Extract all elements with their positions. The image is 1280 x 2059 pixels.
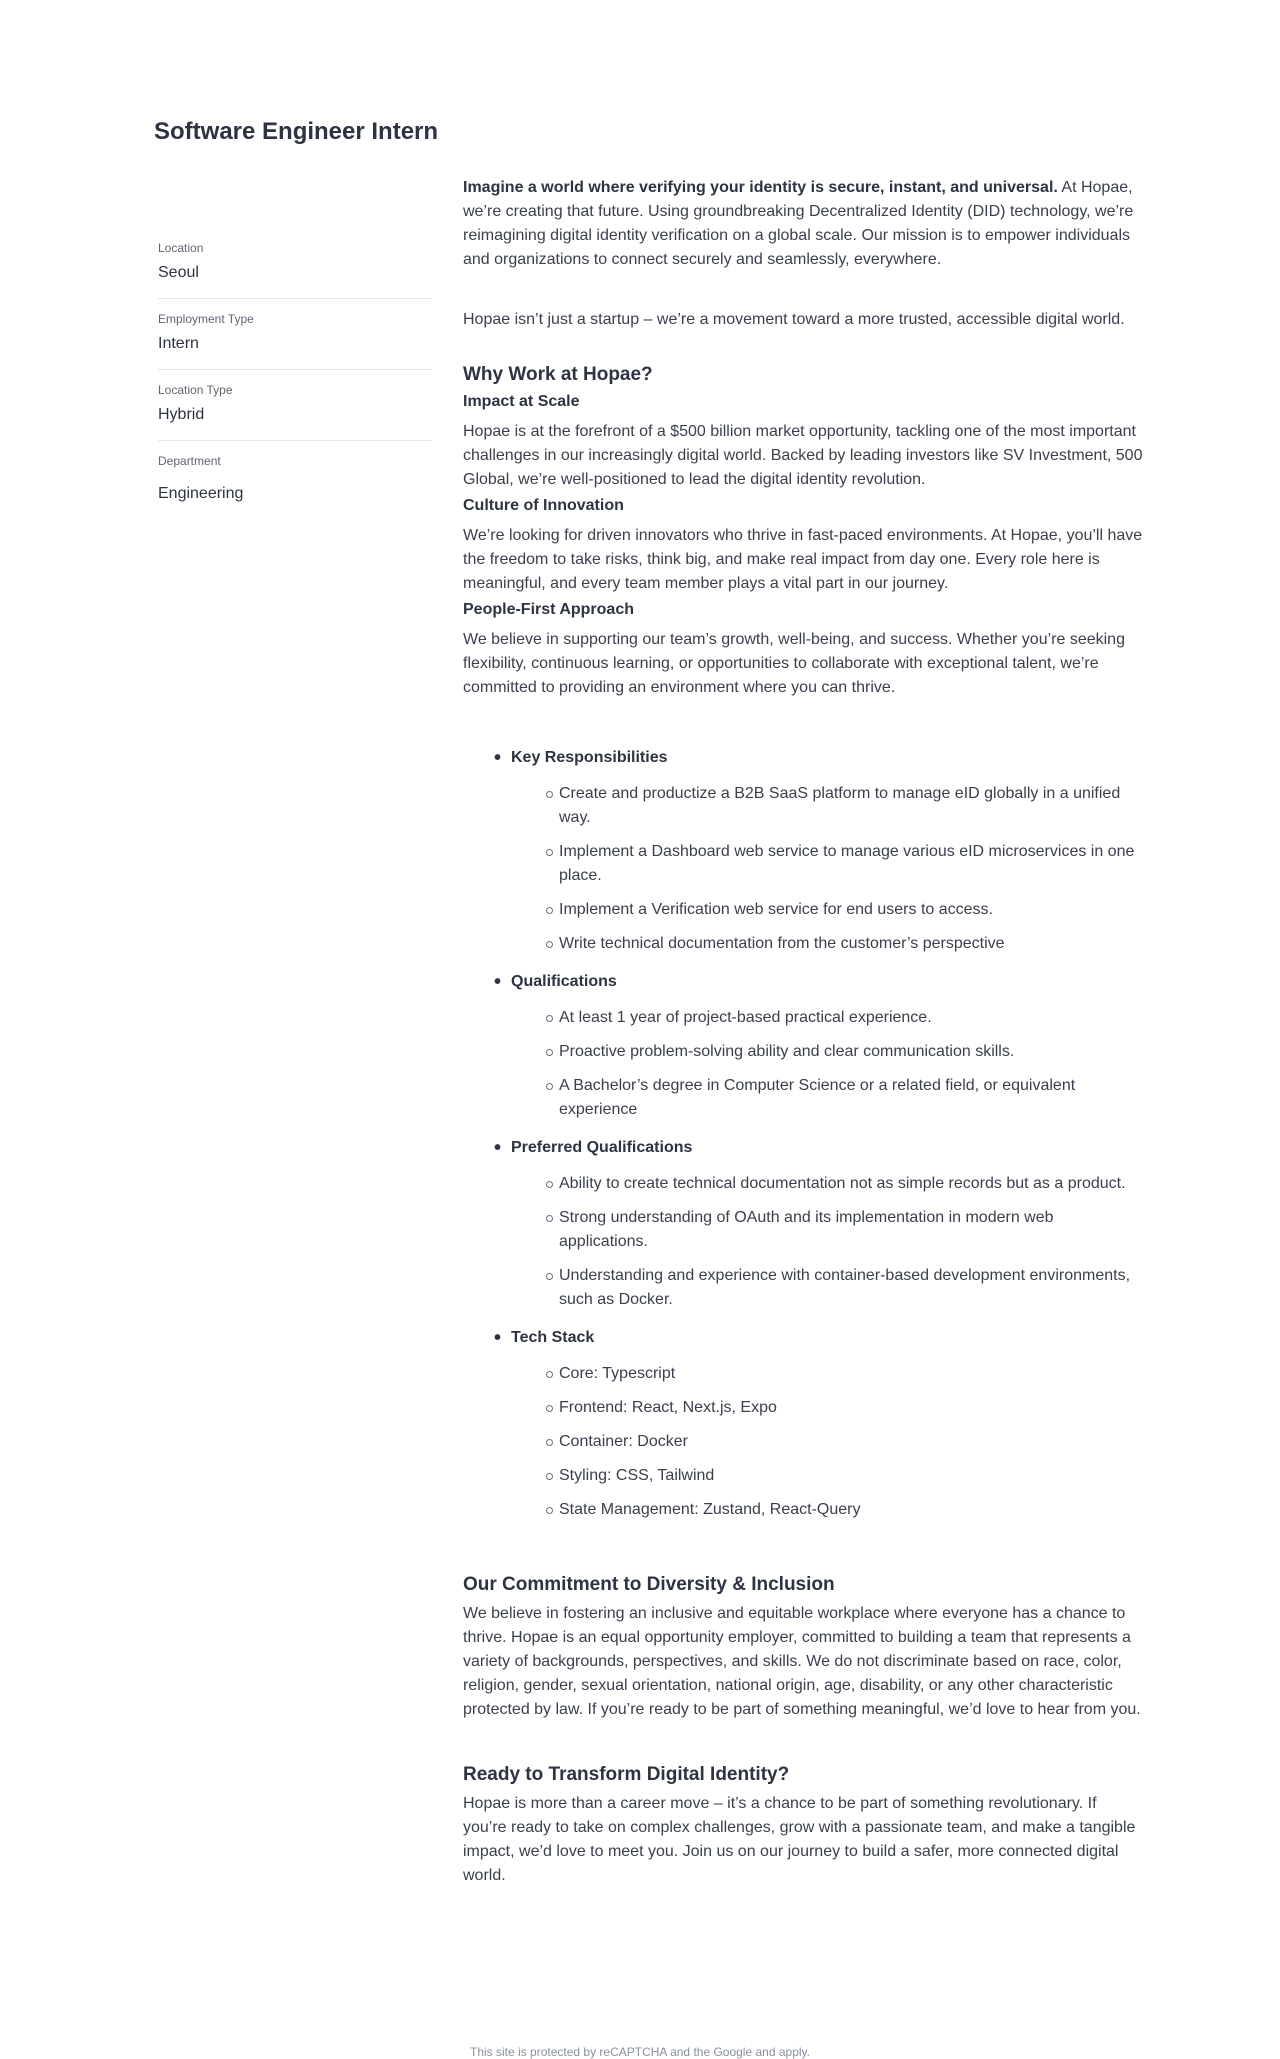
why-heading: Why Work at Hopae? [463, 364, 653, 385]
list-item: At least 1 year of project-based practical experience. [559, 1006, 1143, 1030]
ready-heading: Ready to Transform Digital Identity? [463, 1764, 790, 1785]
meta-value: Intern [158, 335, 199, 352]
section-qualifications [511, 970, 1143, 1122]
diversity-heading: Our Commitment to Diversity & Inclusion [463, 1574, 835, 1595]
section-title: • Preferred Qualifications [511, 1136, 1143, 1160]
section-title: • Qualifications [511, 970, 1143, 994]
why-block-text: Hopae is at the forefront of a $500 billion market opportunity, tackling one of the most important challenges in our increasingly digital world. Backed by leading investors like SV Investment, 500 Global, we’re well-positioned to lead the digital identity revolution. [463, 423, 1143, 488]
list-item: Implement a Dashboard web service to manage various eID microservices in one place. [559, 840, 1143, 888]
job-meta-sidebar [158, 228, 432, 519]
sub-list [511, 1006, 1143, 1122]
spacer [463, 1722, 1143, 1762]
section-key-responsibilities [511, 746, 1143, 956]
job-description [463, 176, 1143, 1888]
spacer [463, 1536, 1143, 1572]
why-block-text: We’re looking for driven innovators who thrive in fast-paced environments. At Hopae, you’ll have the freedom to take risks, think big, and make real impact from day one. Every role here is meaningful, and every team member plays a vital part in our journey. [463, 527, 1143, 592]
recaptcha-notice: This site is protected by reCAPTCHA and the Google and apply. [470, 2045, 810, 2059]
spacer [463, 332, 1143, 362]
meta-value: Hybrid [158, 406, 205, 423]
meta-employment-type [158, 299, 432, 370]
list-item: Proactive problem-solving ability and clear communication skills. [559, 1040, 1143, 1064]
list-item: State Management: Zustand, React-Query [559, 1498, 1143, 1522]
list-item: Frontend: React, Next.js, Expo [559, 1396, 1143, 1420]
why-block-text: We believe in supporting our team’s growth, well-being, and success. Whether you’re seeking flexibility, continuous learning, or opportunities to collaborate with exceptional talent, we’re committed to providing an environment where you can thrive. [463, 631, 1125, 696]
list-item: Write technical documentation from the customer’s perspective [559, 932, 1143, 956]
meta-value: Engineering [158, 485, 244, 502]
meta-label: Location [158, 241, 204, 255]
why-block-title: Culture of Innovation [463, 497, 624, 514]
meta-label: Employment Type [158, 312, 254, 326]
meta-location [158, 228, 432, 299]
diversity-text: We believe in fostering an inclusive and equitable workplace where everyone has a chance to thrive. Hopae is an equal opportunity employer, committed to building a team that represents a variety of backgrounds, perspectives, and skills. We do not discriminate based on race, color, religion, gender, sexual orientation, national origin, age, disability, or any other characteristic protected by law. If you’re ready to be part of something meaningful, we’d love to hear from you. [463, 1605, 1141, 1718]
section-preferred-qualifications [511, 1136, 1143, 1312]
meta-label: Department [158, 454, 221, 468]
section-title: • Tech Stack [511, 1326, 1143, 1350]
list-item: Core: Typescript [559, 1362, 1143, 1386]
sub-list [511, 782, 1143, 956]
job-title: Software Engineer Intern [154, 118, 439, 145]
list-item: Styling: CSS, Tailwind [559, 1464, 1143, 1488]
list-item: Implement a Verification web service for end users to access. [559, 898, 1143, 922]
list-item: Create and productize a B2B SaaS platform to manage eID globally in a unified way. [559, 782, 1143, 830]
sub-list [511, 1362, 1143, 1522]
intro-lead: Imagine a world where verifying your identity is secure, instant, and universal. [463, 179, 1058, 196]
movement-paragraph: Hopae isn’t just a startup – we’re a movement toward a more trusted, accessible digital world. [463, 311, 1125, 328]
spacer [463, 272, 1143, 308]
list-item: Ability to create technical documentation not as simple records but as a product. [559, 1172, 1143, 1196]
intro-text: At Hopae, we’re creating that future. Using groundbreaking Decentralized Identity (DID) technology, we’re reimagining digital identity verification on a global scale. Our mission is to empower individuals and organizations to connect securely and seamlessly, everywhere. [463, 179, 1134, 268]
list-item: Understanding and experience with container-based development environments, such as Docker. [559, 1264, 1143, 1312]
list-item: Strong understanding of OAuth and its implementation in modern web applications. [559, 1206, 1143, 1254]
meta-department [158, 441, 432, 519]
meta-label: Location Type [158, 383, 233, 397]
sub-list [511, 1172, 1143, 1312]
section-title: • Key Responsibilities [511, 746, 1143, 770]
list-item: A Bachelor’s degree in Computer Science or a related field, or equivalent experience [559, 1074, 1143, 1122]
intro-paragraph [463, 176, 1143, 272]
why-block-title: People-First Approach [463, 601, 634, 618]
why-block-title: Impact at Scale [463, 393, 580, 410]
section-tech-stack [511, 1326, 1143, 1522]
requirements-list [463, 746, 1143, 1522]
meta-value: Seoul [158, 264, 199, 281]
meta-location-type [158, 370, 432, 441]
list-item: Container: Docker [559, 1430, 1143, 1454]
spacer [463, 700, 1143, 746]
ready-text: Hopae is more than a career move – it’s a chance to be part of something revolutionary. If you’re ready to take on complex challenges, grow with a passionate team, and make a tangible impact, we’d love to meet you. Join us on our journey to build a safer, more connected digital world. [463, 1795, 1136, 1884]
